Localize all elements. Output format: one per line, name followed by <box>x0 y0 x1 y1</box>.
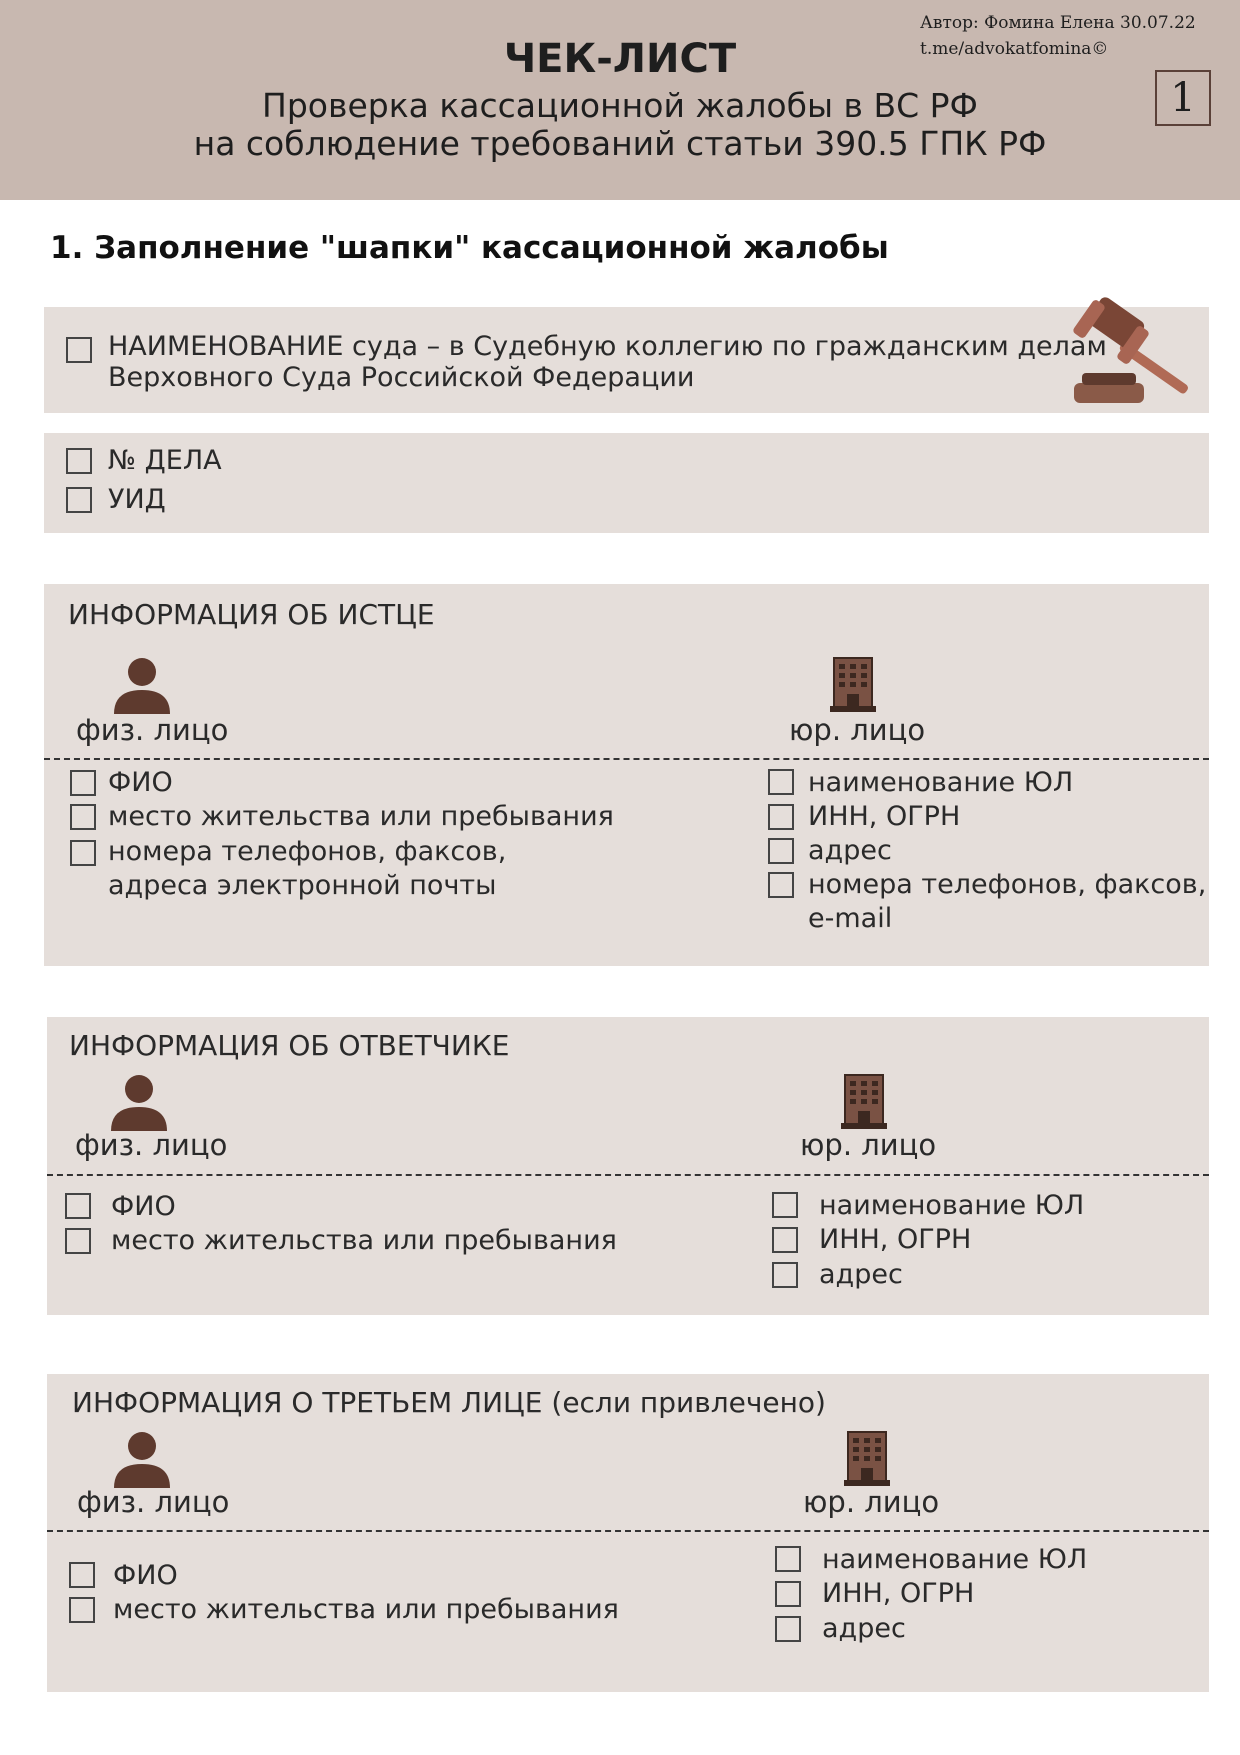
defendant-residence-checkbox[interactable] <box>65 1228 91 1254</box>
building-icon <box>841 1073 887 1129</box>
defendant-fio-label: ФИО <box>111 1191 176 1222</box>
plaintiff-title: ИНФОРМАЦИЯ ОБ ИСТЦЕ <box>68 598 435 631</box>
court-checkbox[interactable] <box>66 337 92 363</box>
plaintiff-org-email-label: e-mail <box>808 903 893 934</box>
uid-label: УИД <box>108 484 166 515</box>
third-party-fio-label: ФИО <box>113 1560 178 1591</box>
third-party-legal-label: юр. лицо <box>803 1485 940 1519</box>
page-subtitle-line1: Проверка кассационной жалобы в ВС РФ <box>262 86 978 125</box>
divider <box>44 758 1209 760</box>
defendant-org-name-checkbox[interactable] <box>772 1192 798 1218</box>
building-icon <box>830 656 876 712</box>
third-party-org-name-label: наименование ЮЛ <box>822 1544 1088 1575</box>
divider <box>47 1174 1209 1176</box>
header-banner <box>0 0 1240 200</box>
defendant-panel <box>47 1017 1209 1315</box>
defendant-legal-label: юр. лицо <box>800 1128 937 1162</box>
gavel-icon <box>1066 295 1206 415</box>
page-number-box: 1 <box>1155 70 1211 126</box>
third-party-panel <box>47 1374 1209 1692</box>
plaintiff-email-label: адреса электронной почты <box>108 870 497 901</box>
case-number-checkbox[interactable] <box>66 448 92 474</box>
author-name-date: Автор: Фомина Елена 30.07.22 <box>920 13 1196 33</box>
third-party-residence-checkbox[interactable] <box>69 1597 95 1623</box>
plaintiff-phones-checkbox[interactable] <box>70 840 96 866</box>
third-party-address-checkbox[interactable] <box>775 1616 801 1642</box>
defendant-fio-checkbox[interactable] <box>65 1193 91 1219</box>
court-panel <box>44 307 1209 413</box>
court-line1: НАИМЕНОВАНИЕ суда – в Судебную коллегию по гражданским делам <box>108 331 1107 362</box>
third-party-fio-checkbox[interactable] <box>69 1562 95 1588</box>
defendant-address-checkbox[interactable] <box>772 1262 798 1288</box>
plaintiff-org-name-label: наименование ЮЛ <box>808 767 1074 798</box>
plaintiff-residence-label: место жительства или пребывания <box>108 801 614 832</box>
defendant-inn-label: ИНН, ОГРН <box>819 1224 972 1255</box>
plaintiff-legal-label: юр. лицо <box>789 713 926 747</box>
plaintiff-phones-label: номера телефонов, факсов, <box>108 836 507 867</box>
author-link[interactable]: t.me/advokatfomina© <box>920 39 1109 59</box>
third-party-residence-label: место жительства или пребывания <box>113 1594 619 1625</box>
section-title: 1. Заполнение "шапки" кассационной жалобы <box>50 230 889 266</box>
plaintiff-fio-checkbox[interactable] <box>70 770 96 796</box>
plaintiff-panel <box>44 584 1209 966</box>
third-party-individual-label: физ. лицо <box>77 1485 230 1519</box>
plaintiff-individual-label: физ. лицо <box>76 713 229 747</box>
defendant-address-label: адрес <box>819 1259 903 1290</box>
third-party-inn-checkbox[interactable] <box>775 1581 801 1607</box>
uid-checkbox[interactable] <box>66 487 92 513</box>
plaintiff-residence-checkbox[interactable] <box>70 804 96 830</box>
defendant-individual-label: физ. лицо <box>75 1128 228 1162</box>
divider <box>47 1530 1209 1532</box>
person-icon <box>109 1073 169 1131</box>
case-number-label: № ДЕЛА <box>108 445 222 476</box>
defendant-inn-checkbox[interactable] <box>772 1227 798 1253</box>
defendant-title: ИНФОРМАЦИЯ ОБ ОТВЕТЧИКЕ <box>69 1029 510 1062</box>
plaintiff-fio-label: ФИО <box>108 767 173 798</box>
plaintiff-org-name-checkbox[interactable] <box>768 769 794 795</box>
author-block <box>920 10 1196 62</box>
court-line2: Верховного Суда Российской Федерации <box>108 362 695 393</box>
third-party-title: ИНФОРМАЦИЯ О ТРЕТЬЕМ ЛИЦЕ (если привлечено) <box>72 1386 826 1419</box>
page-subtitle-line2: на соблюдение требований статьи 390.5 ГПК РФ <box>193 124 1047 163</box>
person-icon <box>112 656 172 714</box>
plaintiff-inn-checkbox[interactable] <box>768 804 794 830</box>
building-icon <box>844 1430 890 1486</box>
defendant-org-name-label: наименование ЮЛ <box>819 1190 1085 1221</box>
third-party-inn-label: ИНН, ОГРН <box>822 1578 975 1609</box>
plaintiff-inn-label: ИНН, ОГРН <box>808 801 961 832</box>
third-party-org-name-checkbox[interactable] <box>775 1546 801 1572</box>
third-party-address-label: адрес <box>822 1613 906 1644</box>
case-panel <box>44 433 1209 533</box>
plaintiff-address-label: адрес <box>808 835 892 866</box>
page-title: ЧЕК-ЛИСТ <box>503 36 737 82</box>
plaintiff-address-checkbox[interactable] <box>768 838 794 864</box>
plaintiff-org-phones-label: номера телефонов, факсов, <box>808 869 1207 900</box>
defendant-residence-label: место жительства или пребывания <box>111 1225 617 1256</box>
plaintiff-org-phones-checkbox[interactable] <box>768 872 794 898</box>
person-icon <box>112 1430 172 1488</box>
